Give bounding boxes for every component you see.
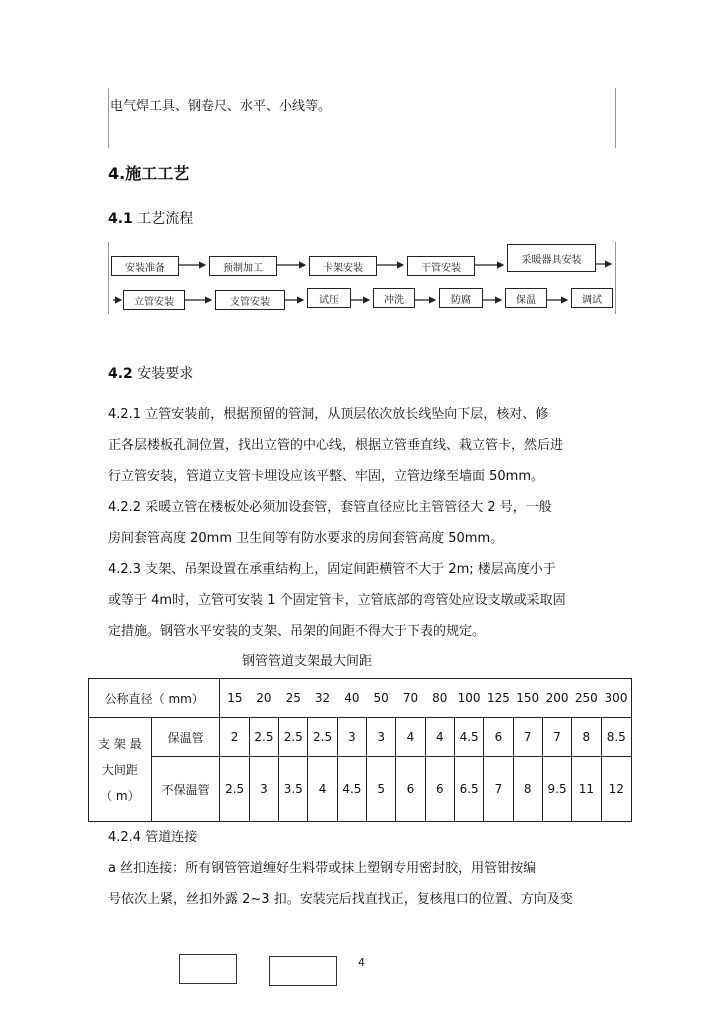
flow-node-insulation: 保温 [505,288,547,308]
uninsulated-cell: 4.5 [337,757,366,822]
row-group-label-line2: 大间距 [101,762,138,777]
flow-node-commissioning: 调试 [571,288,613,308]
uninsulated-cell: 6 [425,757,454,822]
flow-node-pressure-test: 试压 [307,288,351,308]
row-group-label-line3: （ m） [100,788,140,803]
section-4-title: 施工工艺 [125,164,190,183]
diameter-cell: 80 [425,679,454,718]
section-4-1-number: 4.1 [108,211,133,227]
para-4-2-2-line2: 房间套管高度 20mm 卫生间等有防水要求的房间套管高度 50mm。 [108,531,504,546]
para-4-2-3-line2: 或等于 4m时，立管可安装 1 个固定管卡，立管底部的弯管处应设支墩或采取固 [108,593,566,608]
flow-node-prep: 安装准备 [111,256,179,276]
support-spacing-table [88,678,632,822]
diameter-cell: 300 [601,679,631,718]
footer-box-left [179,954,237,984]
diameter-cell: 100 [454,679,483,718]
flow-node-bracket: 卡架安装 [309,256,377,276]
uninsulated-cell: 4 [308,757,337,822]
flow-node-main-pipe: 干管安装 [407,256,475,276]
uninsulated-cell: 2.5 [220,757,249,822]
para-a-line1: a 丝扣连接：所有钢管管道缠好生料带或抹上塑钢专用密封胶，用管钳按编 [108,861,537,876]
row-group-label-cell [89,718,152,822]
insulated-cell: 6 [484,718,513,757]
diameter-cell: 150 [513,679,542,718]
para-4-2-1-line2: 正各层楼板孔洞位置，找出立管的中心线，根据立管垂直线、栽立管卡，然后进 [108,438,564,453]
uninsulated-cell: 3 [249,757,278,822]
uninsulated-cell: 11 [572,757,601,822]
para-4-2-4-title: 4.2.4 管道连接 [108,830,198,845]
insulated-cell: 4 [396,718,425,757]
section-4-1-title: 工艺流程 [132,211,194,227]
section-4-number: 4. [108,164,126,183]
section-4-2-number: 4.2 [108,366,133,382]
insulated-label-cell: 保温管 [151,718,220,757]
insulated-cell: 2.5 [249,718,278,757]
insulated-cell: 8 [572,718,601,757]
section-4-2-heading [108,363,193,383]
footer-box-right [269,956,337,986]
insulated-cell: 3 [367,718,396,757]
uninsulated-label-cell: 不保温管 [151,757,220,822]
row-group-label-line1: 支 架 最 [98,736,142,751]
flow-node-heater: 采暖器具安装 [507,244,596,272]
para-a-line2: 号依次上紧，丝扣外露 2~3 扣。安装完后找直找正，复核甩口的位置、方向及变 [108,892,573,907]
flow-node-anticorrosion: 防腐 [439,288,483,308]
diameter-cell: 50 [367,679,396,718]
page-number: 4 [358,956,365,969]
uninsulated-cell: 3.5 [279,757,308,822]
diameter-cell: 70 [396,679,425,718]
insulated-cell: 2 [220,718,249,757]
insulated-cell: 4 [425,718,454,757]
uninsulated-cell: 5 [367,757,396,822]
diameter-cell: 250 [572,679,601,718]
uninsulated-cell: 12 [601,757,631,822]
section-4-1-heading [108,208,193,228]
insulated-cell: 4.5 [454,718,483,757]
table-caption: 钢管管道支架最大间距 [242,654,373,669]
para-4-2-3-line3: 定措施。钢管水平安装的支架、吊架的间距不得大于下表的规定。 [108,624,486,639]
uninsulated-cell: 8 [513,757,542,822]
para-4-2-2-line1: 4.2.2 采暖立管在楼板处必须加设套管，套管直径应比主管管径大 2 号，一般 [108,500,552,515]
diameter-cell: 40 [337,679,366,718]
diameter-cell: 20 [249,679,278,718]
process-flow-chart [108,242,616,314]
insulated-cell: 3 [337,718,366,757]
para-4-2-1-line3: 行立管安装，管道立支管卡埋设应该平整、牢固，立管边缘至墙面 50mm。 [108,469,545,484]
flow-node-prefab: 预制加工 [209,256,277,276]
para-4-2-1-line1: 4.2.1 立管安装前，根据预留的管洞，从顶层依次放长线坠向下层，核对、修 [108,407,549,422]
table-row [89,718,632,757]
table-row [89,757,632,822]
materials-box [108,88,616,148]
flow-node-branch: 支管安装 [215,290,285,310]
uninsulated-cell: 6 [396,757,425,822]
table-row [89,679,632,718]
diameter-cell: 32 [308,679,337,718]
diameter-cell: 125 [484,679,513,718]
flow-node-flush: 冲洗 [373,288,415,308]
uninsulated-cell: 7 [484,757,513,822]
materials-note: 电气焊工具、钢卷尺、水平、小线等。 [110,99,332,114]
insulated-cell: 7 [542,718,571,757]
uninsulated-cell: 9.5 [542,757,571,822]
section-4-2-title: 安装要求 [132,366,194,382]
section-4-heading [108,161,189,184]
para-4-2-3-line1: 4.2.3 支架、吊架设置在承重结构上，固定间距横管不大于 2m; 楼层高度小于 [108,562,556,577]
diameter-cell: 25 [279,679,308,718]
header-label-cell: 公称直径（ mm） [89,679,220,718]
insulated-cell: 7 [513,718,542,757]
diameter-cell: 200 [542,679,571,718]
insulated-cell: 2.5 [308,718,337,757]
insulated-cell: 2.5 [279,718,308,757]
insulated-cell: 8.5 [601,718,631,757]
uninsulated-cell: 6.5 [454,757,483,822]
diameter-cell: 15 [220,679,249,718]
flow-node-riser: 立管安装 [123,290,185,310]
